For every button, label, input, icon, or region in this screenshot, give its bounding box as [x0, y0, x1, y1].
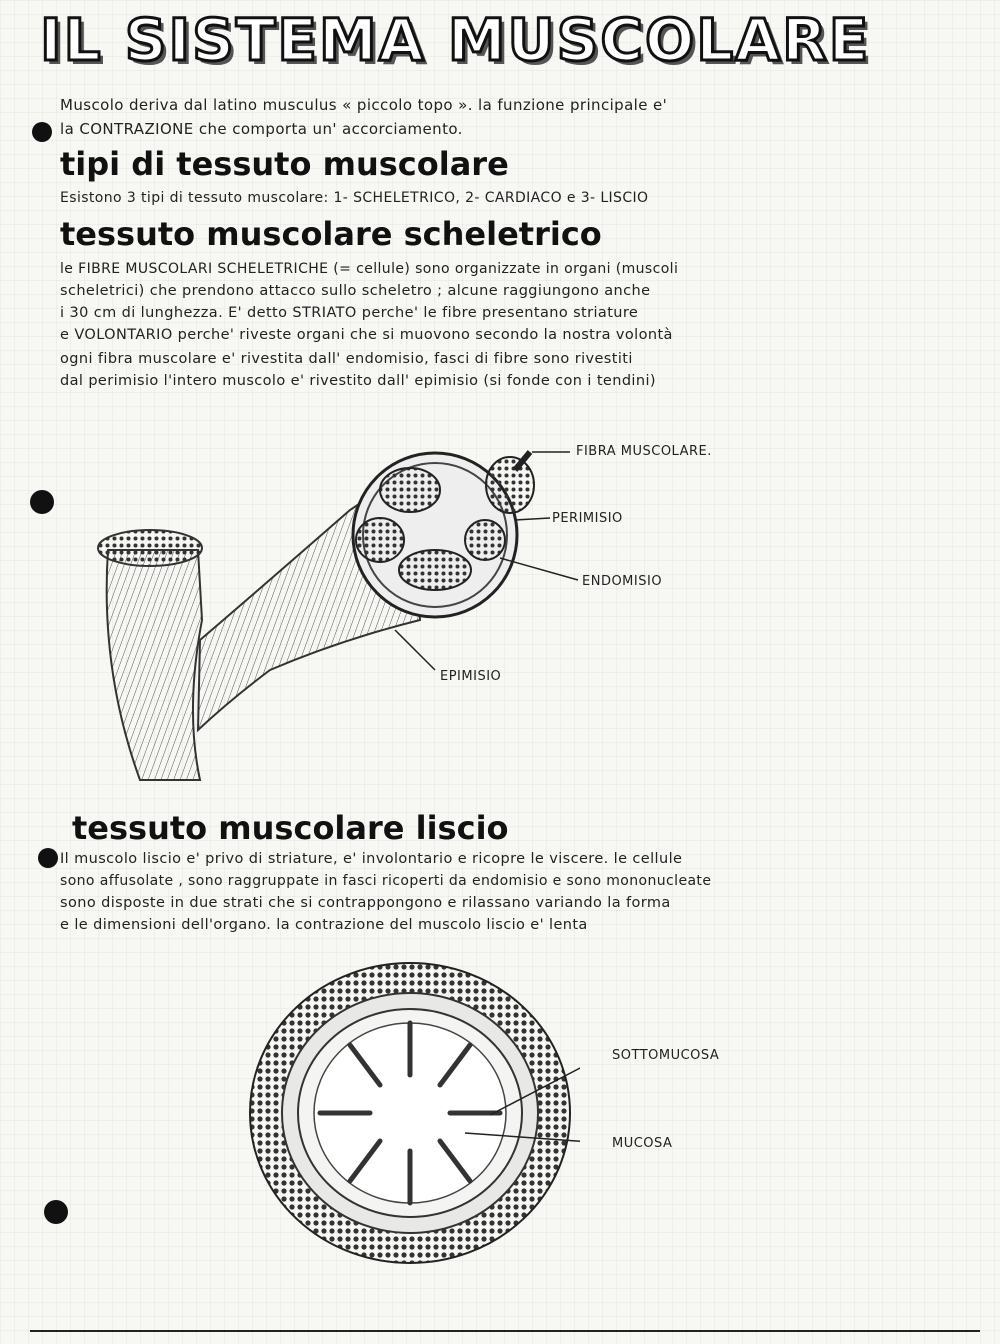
- label-perimisio: PERIMISIO: [552, 511, 623, 526]
- intro-line-2: la CONTRAZIONE che comporta un' accorciamento.: [60, 120, 463, 138]
- binder-hole-3: [38, 848, 58, 868]
- skeletal-line-2: scheletrici) che prendono attacco sullo scheletro ; alcune raggiungono anche: [60, 283, 651, 299]
- smooth-line-4: e le dimensioni dell'organo. la contrazione del muscolo liscio e' lenta: [60, 917, 588, 933]
- section-smooth-heading: tessuto muscolare liscio: [72, 809, 509, 847]
- page-title: IL SISTEMA MUSCOLARE: [40, 6, 871, 74]
- smooth-line-3: sono disposte in due strati che si contrappongono e rilassano variando la forma: [60, 895, 671, 911]
- skeletal-line-3: i 30 cm di lunghezza. E' detto STRIATO perche' le fibre presentano striature: [60, 305, 639, 321]
- skeletal-line-4: e VOLONTARIO perche' riveste organi che si muovono secondo la nostra volontà: [60, 327, 673, 343]
- label-sottomucosa: SOTTOMUCOSA: [612, 1048, 720, 1063]
- section-types-heading: tipi di tessuto muscolare: [60, 145, 509, 183]
- smooth-line-2: sono affusolate , sono raggruppate in fasci ricoperti da endomisio e sono mononucleate: [60, 873, 712, 889]
- smooth-line-1: Il muscolo liscio e' privo di striature, e' involontario e ricopre le viscere. le cellule: [60, 851, 683, 867]
- smooth-muscle-diagram: [240, 955, 580, 1275]
- intro-line-1: Muscolo deriva dal latino musculus « piccolo topo ». la funzione principale e': [60, 96, 668, 114]
- label-fibra-muscolare: FIBRA MUSCOLARE.: [576, 444, 712, 459]
- section-types-text: Esistono 3 tipi di tessuto muscolare: 1- SCHELETRICO, 2- CARDIACO e 3- LISCIO: [60, 190, 649, 206]
- page-bottom-line: [30, 1330, 980, 1332]
- binder-hole-1: [32, 122, 52, 142]
- binder-hole-4: [44, 1200, 68, 1224]
- skeletal-muscle-diagram: [90, 430, 810, 790]
- section-skeletal-heading: tessuto muscolare scheletrico: [60, 215, 602, 253]
- skeletal-line-5: ogni fibra muscolare e' rivestita dall' endomisio, fasci di fibre sono rivestiti: [60, 351, 633, 367]
- skeletal-line-6: dal perimisio l'intero muscolo e' rivestito dall' epimisio (si fonde con i tendini): [60, 373, 656, 389]
- label-epimisio: EPIMISIO: [440, 669, 502, 684]
- skeletal-line-1: le FIBRE MUSCOLARI SCHELETRICHE (= cellule) sono organizzate in organi (muscoli: [60, 261, 679, 277]
- label-mucosa: MUCOSA: [612, 1136, 673, 1151]
- binder-hole-2: [30, 490, 54, 514]
- label-endomisio: ENDOMISIO: [582, 574, 663, 589]
